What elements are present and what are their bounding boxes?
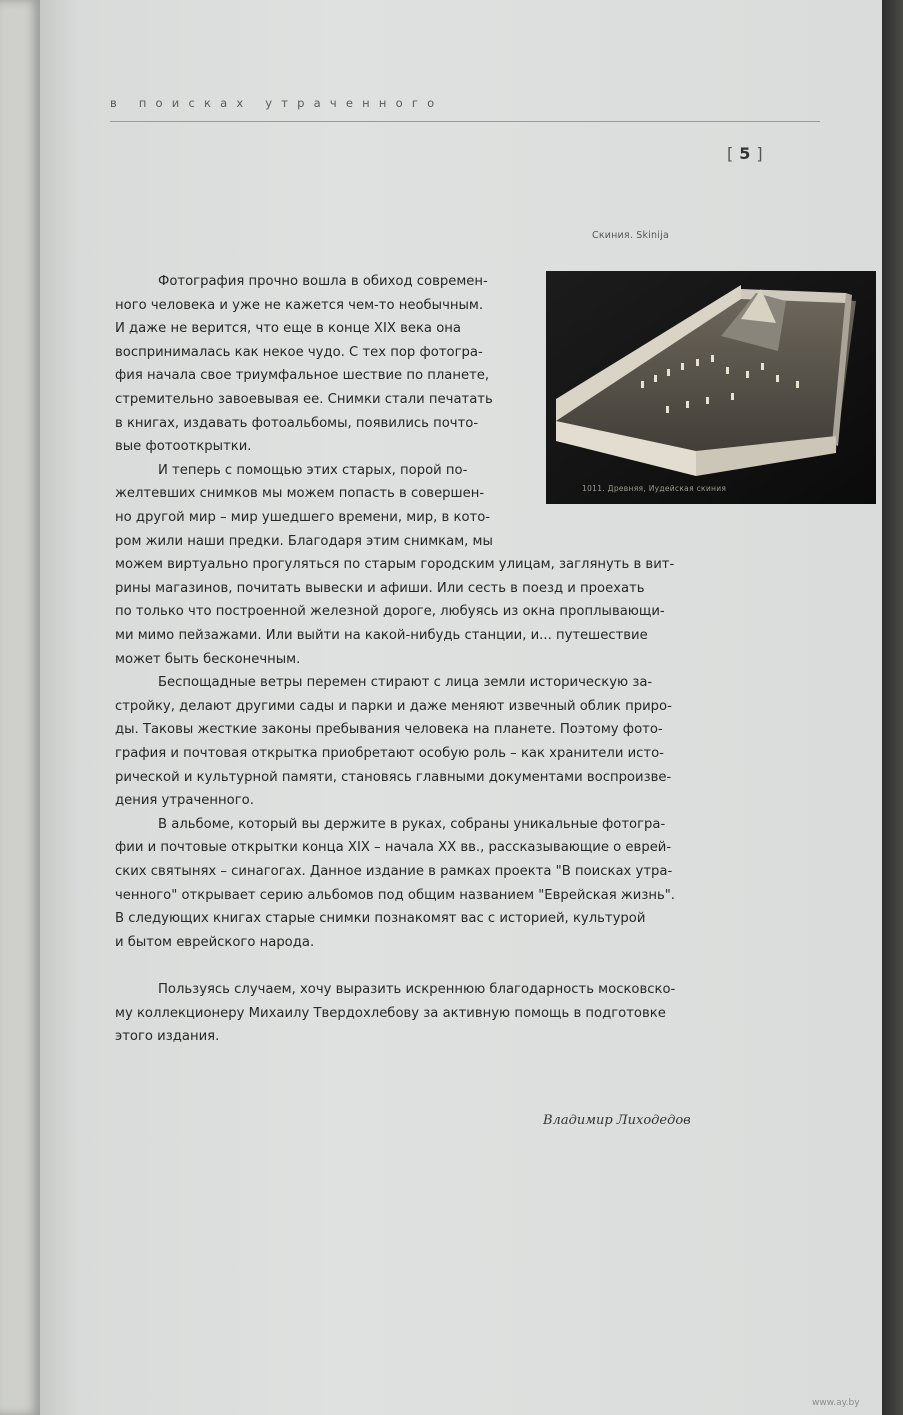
text-line: но другой мир – мир ушедшего времени, мир, в кото- (115, 510, 491, 525)
author-signature: Владимир Лиходедов (543, 1113, 691, 1128)
text-line: ских святынях – синагогах. Данное издание в рамках проекта "В поисках утра- (115, 864, 673, 879)
text-line: может быть бесконечным. (115, 651, 301, 667)
header-rule (110, 121, 820, 122)
running-head: в поисках утраченного (110, 96, 444, 110)
watermark: www.ay.by (812, 1398, 860, 1408)
text-line: в книгах, издавать фотоальбомы, появились почто- (115, 415, 479, 431)
text-line: фия начала свое триумфальное шествие по планете, (115, 368, 490, 384)
text-line: ды. Таковы жесткие законы пребывания человека на планете. Поэтому фото- (115, 722, 663, 738)
text-line: этого издания. (115, 1029, 220, 1045)
text-line: фии и почтовые открытки конца XIX – начала XX вв., рассказывающие о еврей- (115, 840, 672, 856)
text-line: Пользуясь случаем, хочу выразить искреннюю благодарность московско- (158, 982, 676, 997)
page-number-open-bracket: [ (727, 144, 740, 163)
text-line: Беспощадные ветры перемен стирают с лица земли историческую за- (158, 675, 653, 691)
text-line: И даже не верится, что еще в конце XIX века она (115, 321, 461, 337)
page-number-close-bracket: ] (756, 144, 769, 163)
text-line: дения утраченного. (115, 793, 254, 809)
tabernacle-model-illustration (546, 271, 876, 504)
tabernacle-photo (546, 271, 876, 504)
text-line: ного человека и уже не кажется чем-то необычным. (115, 297, 484, 313)
text-line: В следующих книгах старые снимки познакомят вас с историей, культурой (115, 911, 646, 927)
text-line: ром жили наши предки. Благодаря этим снимкам, мы (115, 533, 493, 549)
text-line: графия и почтовая открытка приобретают особую роль – как хранители исто- (115, 746, 664, 761)
text-line: ми мимо пейзажами. Или выйти на какой-нибудь станции, и... путешествие (115, 628, 648, 643)
text-line: можем виртуально прогуляться по старым городским улицам, заглянуть в вит- (115, 557, 675, 573)
photo-inscription: 1011. Древняя, Иудейская скиния (582, 484, 727, 493)
text-line: по только что построенной железной дороге, любуясь из окна проплывающи- (115, 604, 665, 620)
photo-caption: Скиния. Skinija (592, 230, 669, 241)
text-line: желтевших снимков мы можем попасть в совершен- (115, 486, 485, 502)
text-line: Фотография прочно вошла в обиход современ- (158, 274, 488, 289)
text-line: вые фотооткрытки. (115, 439, 252, 455)
text-line: му коллекционеру Михаилу Твердохлебову за активную помощь в подготовке (115, 1005, 666, 1021)
text-line: И теперь с помощью этих старых, порой по- (158, 462, 468, 478)
facing-page-edge (0, 0, 40, 1415)
text-line: воспринималась как некое чудо. С тех пор фотогра- (115, 344, 483, 360)
text-line: рической и культурной памяти, становясь главными документами воспроизве- (115, 769, 672, 785)
text-line: ченного" открывает серию альбомов под общим названием "Еврейская жизнь". (115, 887, 675, 903)
text-line: рины магазинов, почитать вывески и афиши. Или сесть в поезд и проехать (115, 580, 645, 596)
text-line: и бытом еврейского народа. (115, 934, 315, 950)
text-line: В альбоме, который вы держите в руках, собраны уникальные фотогра- (158, 816, 666, 832)
page-number-value: 5 (739, 144, 757, 163)
page-edge-shadow (882, 0, 903, 1415)
page-number (727, 144, 769, 163)
text-line: стремительно завоевывая ее. Снимки стали печатать (115, 392, 493, 407)
text-line: стройку, делают другими сады и парки и даже меняют извечный облик приро- (115, 698, 672, 714)
